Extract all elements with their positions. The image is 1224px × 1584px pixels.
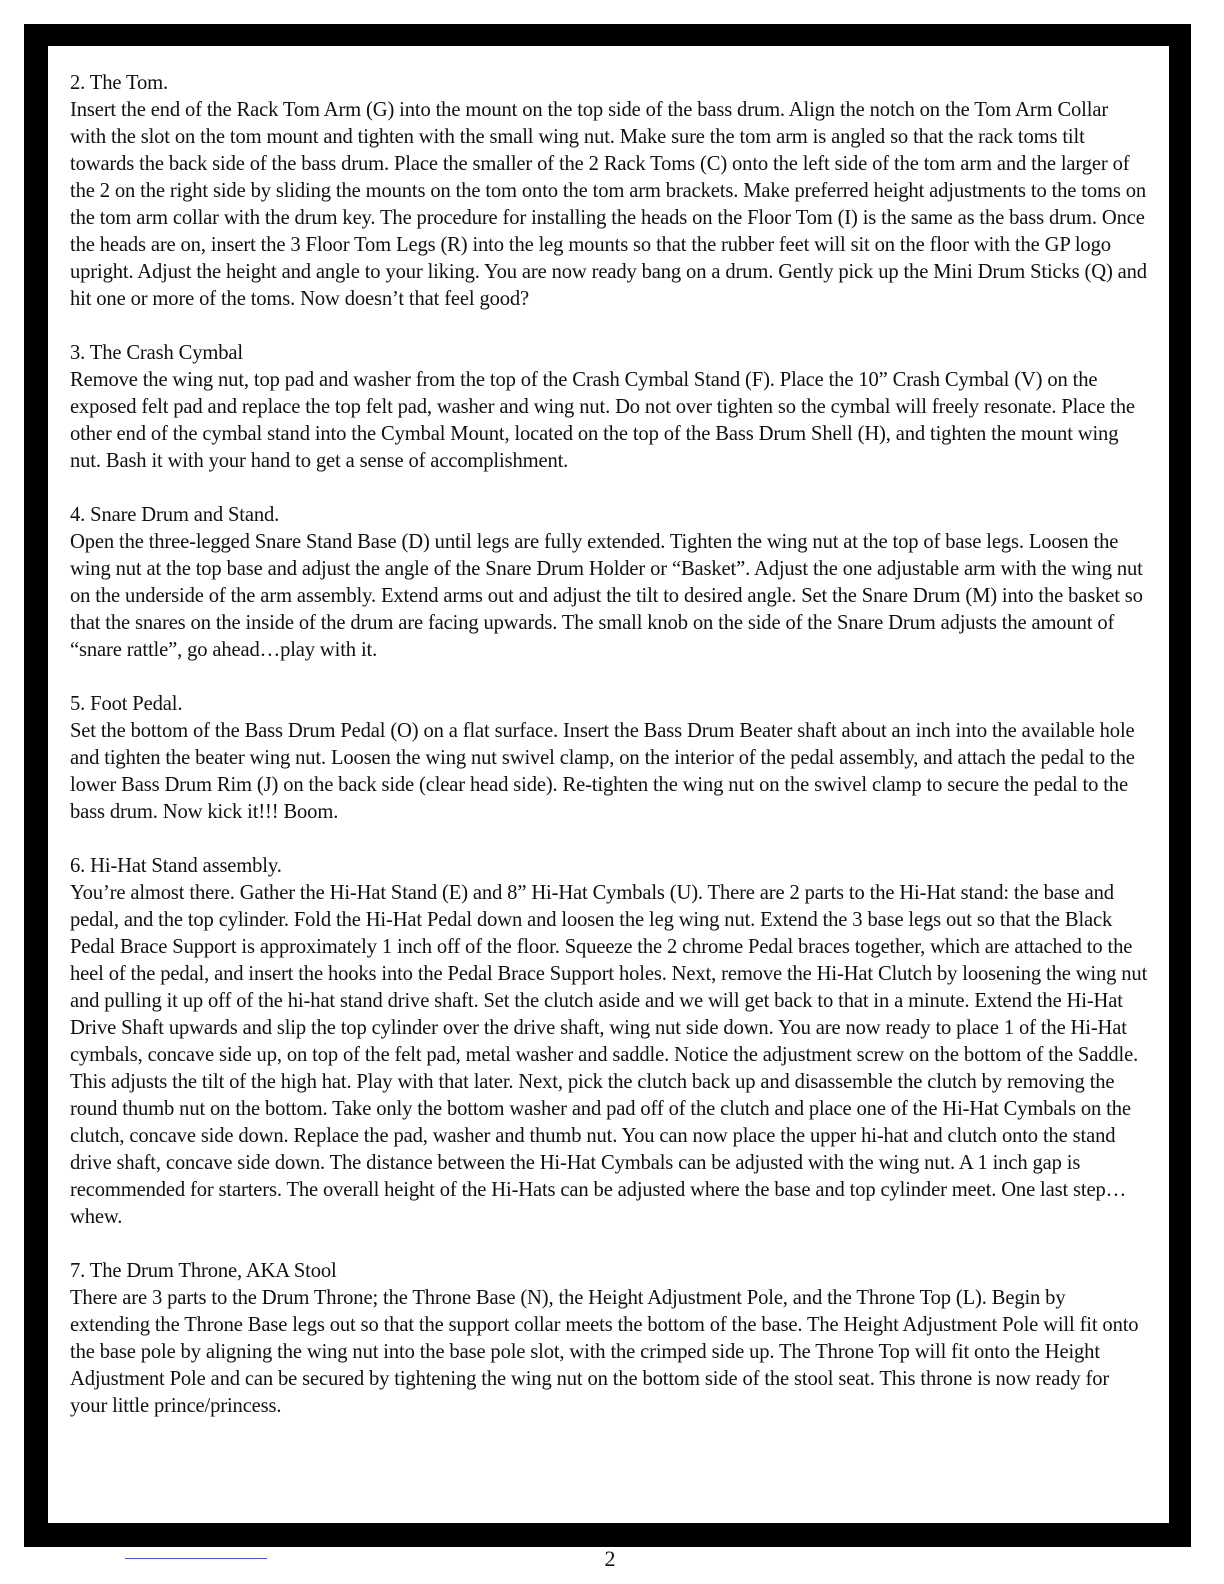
instructions-body	[70, 70, 1148, 1447]
section-foot-pedal	[70, 691, 1148, 826]
section-body: There are 3 parts to the Drum Throne; the Throne Base (N), the Height Adjustment Pole, and the Throne Top (L). Begin by extending the Throne Base legs out so that the support collar meets the bottom of the base. The Height Adjustment Pole will fit onto the base pole by aligning the wing nut into the base pole slot, with the crimped side up. The Throne Top will fit onto the Height Adjustment Pole and can be secured by tightening the wing nut on the bottom side of the stool seat. This throne is now ready for your little prince/princess.	[70, 1287, 1139, 1417]
section-hi-hat	[70, 853, 1148, 1231]
section-body: Insert the end of the Rack Tom Arm (G) into the mount on the top side of the bass drum. Align the notch on the Tom Arm Collar with the slot on the tom mount and tighten with the small wing nut. Make sure the tom arm is angled so that the rack toms tilt towards the back side of the bass drum. Place the smaller of the 2 Rack Toms (C) onto the left side of the tom arm and the larger of the 2 on the right side by sliding the mounts on the tom onto the tom arm brackets. Make preferred height adjustments to the toms on the tom arm collar with the drum key. The procedure for installing the heads on the Floor Tom (I) is the same as the bass drum. Once the heads are on, insert the 3 Floor Tom Legs (R) into the leg mounts so that the rubber feet will sit on the floor with the GP logo upright. Adjust the height and angle to your liking. You are now ready bang on a drum. Gently pick up the Mini Drum Sticks (Q) and hit one or more of the toms. Now doesn’t that feel good?	[70, 99, 1147, 310]
section-title: 2. The Tom.	[70, 72, 168, 94]
section-body: Remove the wing nut, top pad and washer from the top of the Crash Cymbal Stand (F). Place the 10” Crash Cymbal (V) on the exposed felt pad and replace the top felt pad, washer and wing nut. Do not over tighten so the cymbal will freely resonate. Place the other end of the cymbal stand into the Cymbal Mount, located on the top of the Bass Drum Shell (H), and tighten the mount wing nut. Bash it with your hand to get a sense of accomplishment.	[70, 369, 1135, 472]
section-title: 6. Hi-Hat Stand assembly.	[70, 855, 282, 877]
section-title: 3. The Crash Cymbal	[70, 342, 243, 364]
section-snare-drum	[70, 502, 1148, 664]
section-title: 5. Foot Pedal.	[70, 693, 183, 715]
page-number: 2	[604, 1546, 616, 1571]
section-drum-throne	[70, 1258, 1148, 1420]
page-content-area	[48, 46, 1169, 1523]
section-title: 7. The Drum Throne, AKA Stool	[70, 1260, 337, 1282]
section-body: Open the three-legged Snare Stand Base (D) until legs are fully extended. Tighten the wing nut at the top of base legs. Loosen the wing nut at the top base and adjust the angle of the Snare Drum Holder or “Basket”. Adjust the one adjustable arm with the wing nut on the underside of the arm assembly. Extend arms out and adjust the tilt to desired angle. Set the Snare Drum (M) into the basket so that the snares on the inside of the drum are facing upwards. The small knob on the side of the Snare Drum adjusts the amount of “snare rattle”, go ahead…play with it.	[70, 531, 1143, 661]
page-border-frame	[24, 24, 1191, 1547]
section-crash-cymbal	[70, 340, 1148, 475]
footnote-separator	[125, 1558, 267, 1559]
section-body: You’re almost there. Gather the Hi-Hat Stand (E) and 8” Hi-Hat Cymbals (U). There are 2 parts to the Hi-Hat stand: the base and pedal, and the top cylinder. Fold the Hi-Hat Pedal down and loosen the leg wing nut. Extend the 3 base legs out so that the Black Pedal Brace Support is approximately 1 inch off of the floor. Squeeze the 2 chrome Pedal braces together, which are attached to the heel of the pedal, and insert the hooks into the Pedal Brace Support holes. Next, remove the Hi-Hat Clutch by loosening the wing nut and pulling it up off of the hi-hat stand drive shaft. Set the clutch aside and we will get back to that in a minute. Extend the Hi-Hat Drive Shaft upwards and slip the top cylinder over the drive shaft, wing nut side down. You are now ready to place 1 of the Hi-Hat cymbals, concave side up, on top of the felt pad, metal washer and saddle. Notice the adjustment screw on the bottom of the Saddle. This adjusts the tilt of the high hat. Play with that later. Next, pick the clutch back up and disassemble the clutch by removing the round thumb nut on the bottom. Take only the bottom washer and pad off of the clutch and place one of the Hi-Hat Cymbals on the clutch, concave side down. Replace the pad, washer and thumb nut. You can now place the upper hi-hat and clutch onto the stand drive shaft, concave side down. The distance between the Hi-Hat Cymbals can be adjusted with the wing nut. A 1 inch gap is recommended for starters. The overall height of the Hi-Hats can be adjusted where the base and top cylinder meet. One last step…whew.	[70, 882, 1148, 1228]
section-tom	[70, 70, 1148, 313]
section-body: Set the bottom of the Bass Drum Pedal (O) on a flat surface. Insert the Bass Drum Beater shaft about an inch into the available hole and tighten the beater wing nut. Loosen the wing nut swivel clamp, on the interior of the pedal assembly, and attach the pedal to the lower Bass Drum Rim (J) on the back side (clear head side). Re-tighten the wing nut on the swivel clamp to secure the pedal to the bass drum. Now kick it!!! Boom.	[70, 720, 1135, 823]
section-title: 4. Snare Drum and Stand.	[70, 504, 280, 526]
